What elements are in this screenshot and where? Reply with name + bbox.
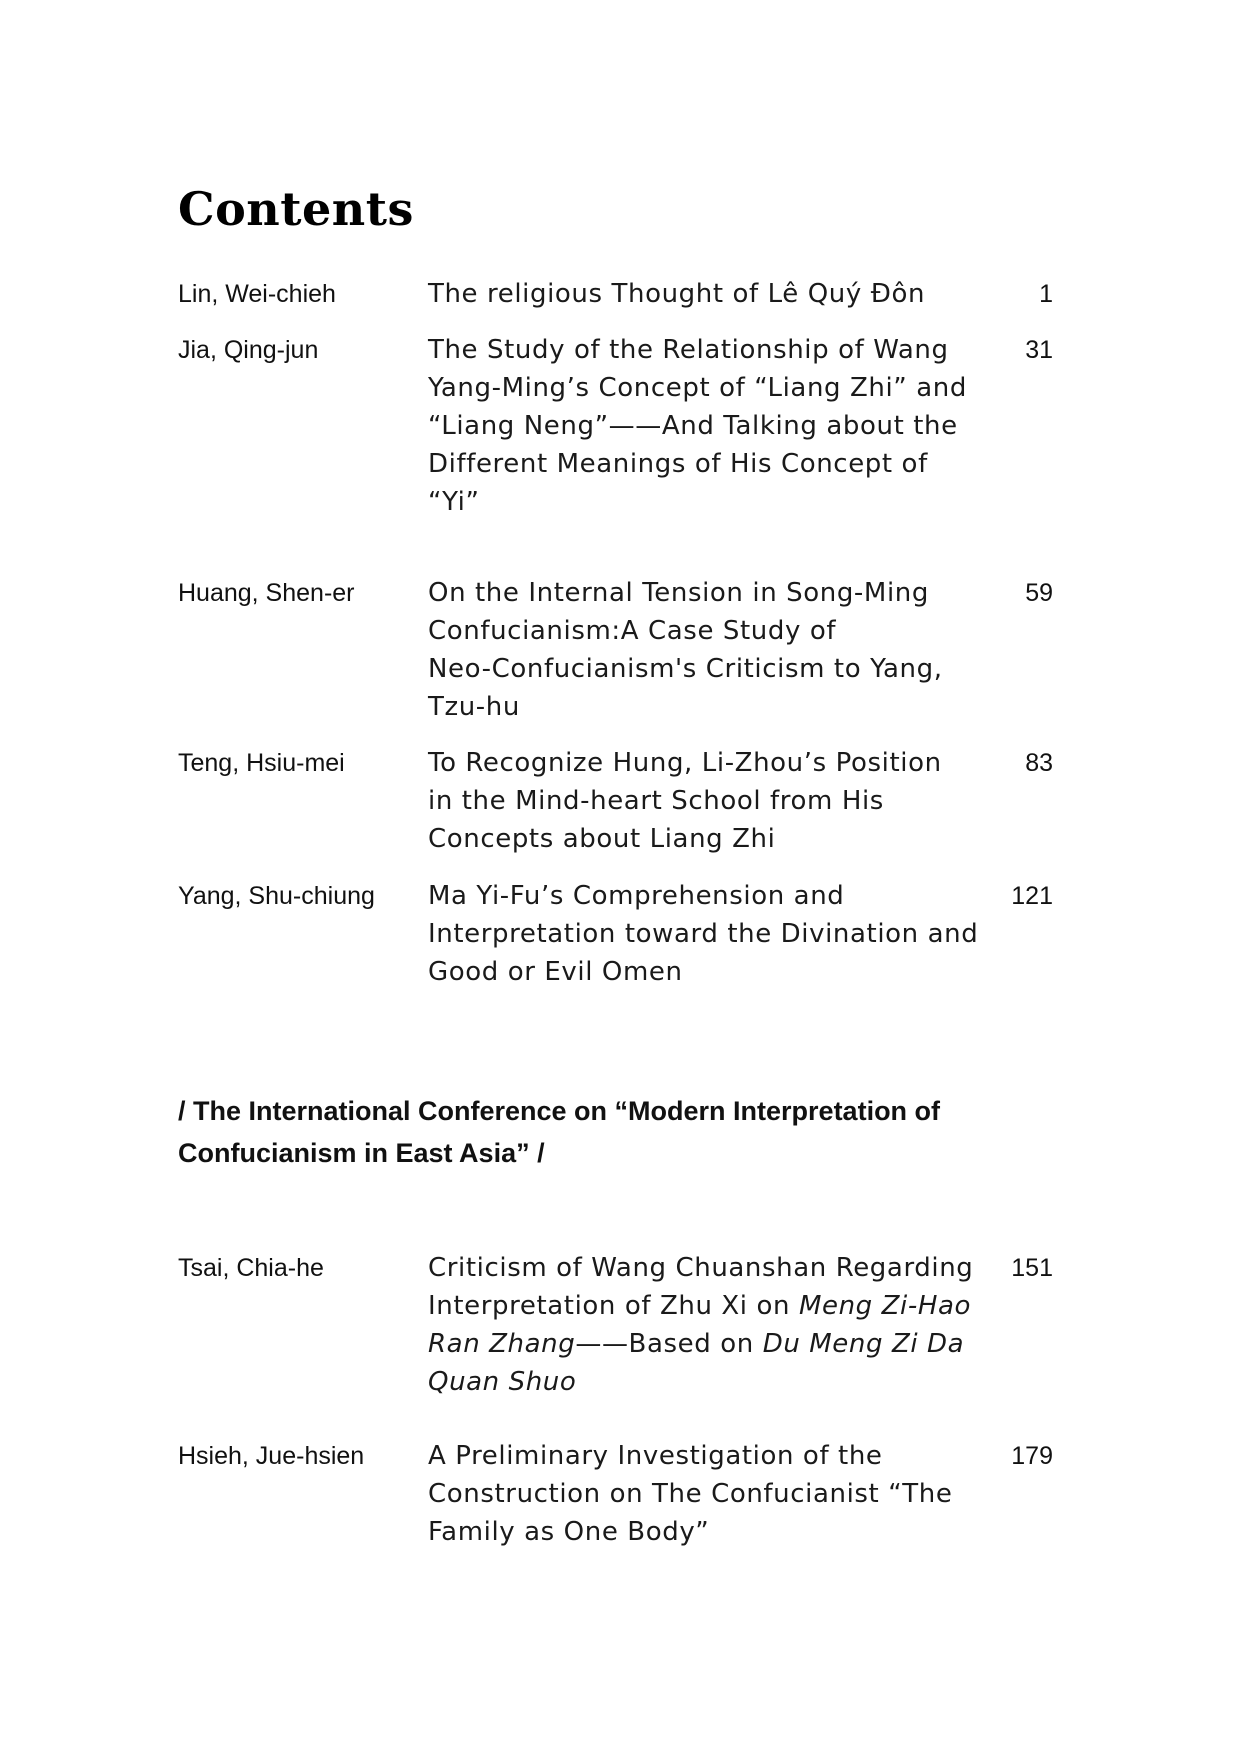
entry-title (428, 574, 988, 726)
entry-title-line: The Study of the Relationship of Wang (428, 335, 949, 365)
entry-author: Tsai, Chia-he (178, 1254, 324, 1282)
entry-page-number: 1 (1039, 280, 1053, 308)
entry-author: Hsieh, Jue-hsien (178, 1442, 365, 1470)
entry-title-line: Concepts about Liang Zhi (428, 824, 776, 854)
entry-author: Jia, Qing-jun (178, 336, 319, 364)
entry-title-line: The religious Thought of Lê Quý Đôn (428, 279, 926, 309)
entry-title-line: Tzu-hu (428, 692, 520, 722)
page-title: Contents (178, 182, 414, 236)
entry-title-line: Confucianism:A Case Study of (428, 616, 837, 646)
section-heading (178, 1090, 1008, 1174)
entry-title (428, 1437, 988, 1551)
title-italic-text: Ran Zhang (428, 1329, 576, 1359)
entry-title-line: “Yi” (428, 487, 480, 517)
entry-page-number: 179 (1011, 1442, 1053, 1470)
entry-author: Teng, Hsiu-mei (178, 749, 345, 777)
entry-page-number: 31 (1025, 336, 1053, 364)
entry-author: Yang, Shu-chiung (178, 882, 375, 910)
entry-title (428, 275, 988, 313)
entry-page-number: 121 (1011, 882, 1053, 910)
title-text: Interpretation of Zhu Xi on (428, 1291, 799, 1321)
title-text: ——Based on (575, 1329, 763, 1359)
entry-title-line: Neo-Confucianism's Criticism to Yang, (428, 654, 943, 684)
entry-title-line (428, 1287, 988, 1325)
entry-page-number: 59 (1025, 579, 1053, 607)
entry-page-number: 83 (1025, 749, 1053, 777)
entry-title-line: On the Internal Tension in Song-Ming (428, 578, 929, 608)
section-heading-line: / The International Conference on “Modern Interpretation of (178, 1096, 941, 1126)
title-italic-text: Quan Shuo (428, 1367, 577, 1397)
entry-title-line: Good or Evil Omen (428, 957, 683, 987)
entry-title (428, 877, 988, 991)
entry-title-line: Ma Yi-Fu’s Comprehension and (428, 881, 845, 911)
entry-author: Lin, Wei-chieh (178, 280, 336, 308)
entry-title-line: To Recognize Hung, Li-Zhou’s Position (428, 748, 942, 778)
entry-title-line: “Liang Neng”——And Talking about the (428, 411, 958, 441)
entry-title-line: Yang-Ming’s Concept of “Liang Zhi” and (428, 373, 967, 403)
entry-title-line: Criticism of Wang Chuanshan Regarding (428, 1253, 974, 1283)
title-italic-text: Du Meng Zi Da (762, 1329, 965, 1359)
entry-title (428, 1249, 988, 1401)
entry-title-line: Different Meanings of His Concept of (428, 449, 928, 479)
entry-title-line (428, 1325, 988, 1363)
entry-title-line: Family as One Body” (428, 1517, 710, 1547)
entry-page-number: 151 (1011, 1254, 1053, 1282)
title-italic-text: Meng Zi-Hao (798, 1291, 972, 1321)
entry-title (428, 331, 988, 521)
section-heading-line: Confucianism in East Asia” / (178, 1138, 545, 1168)
entry-title (428, 744, 988, 858)
entry-title-line: Interpretation toward the Divination and (428, 919, 979, 949)
entry-title-line: Construction on The Confucianist “The (428, 1479, 953, 1509)
entry-title-line: A Preliminary Investigation of the (428, 1441, 883, 1471)
entry-author: Huang, Shen-er (178, 579, 355, 607)
entry-title-line (428, 1363, 988, 1401)
entry-title-line: in the Mind-heart School from His (428, 786, 884, 816)
